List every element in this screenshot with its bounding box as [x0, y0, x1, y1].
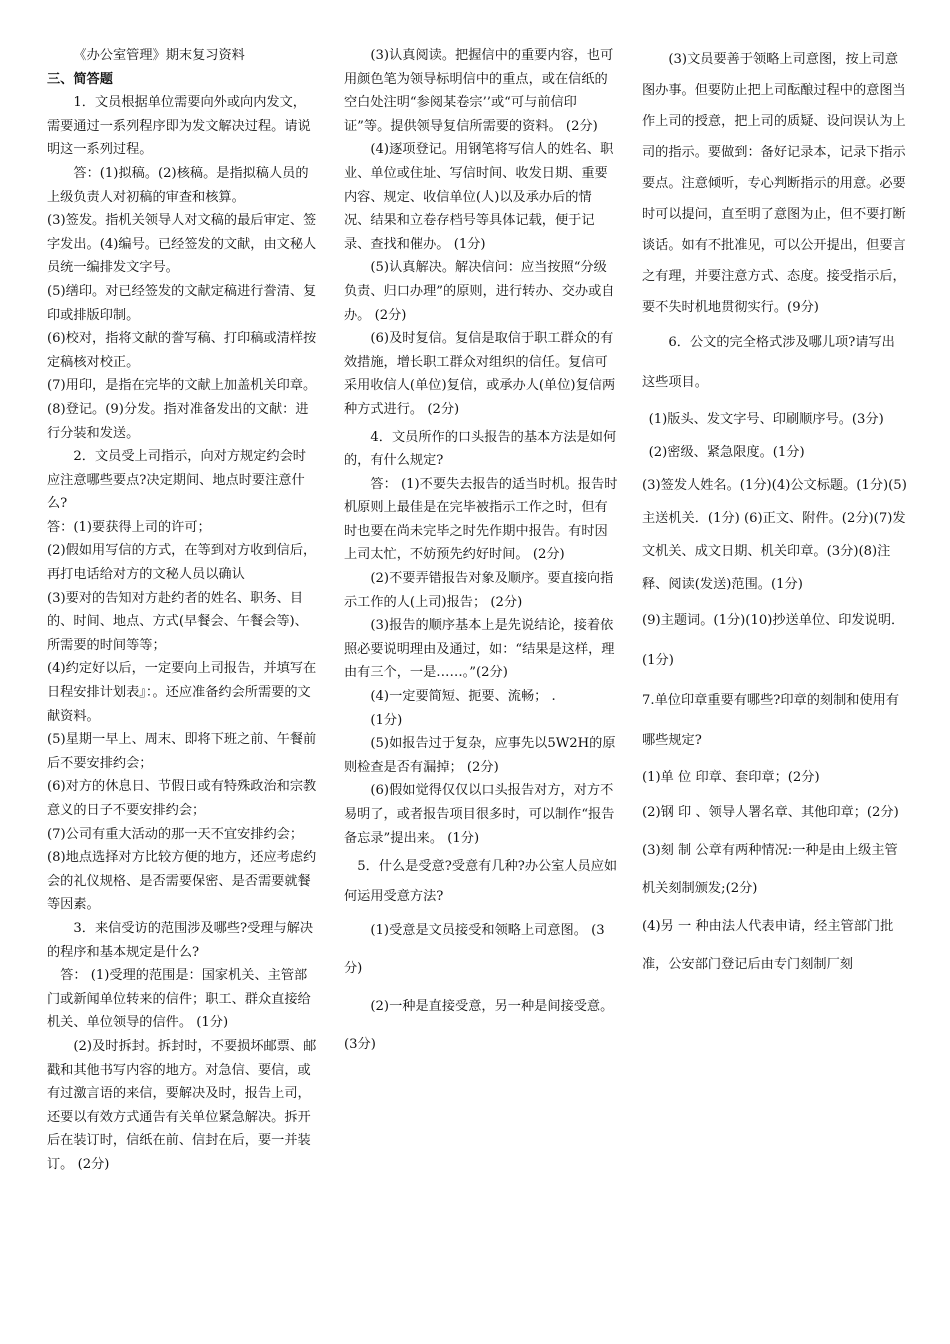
question-5: 5．什么是受意?受意有几种?办公室人员应如何运用受意方法?: [344, 859, 618, 905]
answer-paragraph: (3)文员要善于领略上司意图，按上司意图办事。但要防止把上司酝酿过程中的意图当作上司的授意，把上司的质疑、设问误认为上司的指示。要做到：备好记录本，记录下指示要点。注意倾听，专心判断指示的用意。必要时可以提问，直至明了意图为止，但不要打断谈话。如有不批准见，可以公开提出，但要言之有理，并要注意方式、态度。接受指示后，要不失时机地贯彻实行。(9分): [642, 52, 906, 315]
answer-paragraph: 答： (1)不要失去报告的适当时机。报告时机原则上最佳是在完毕被指示工作之时，但有时也要在尚未完毕之时先作期中报告。有时因上司太忙，不妨预先约好时间。 (2分): [344, 476, 618, 563]
answer-paragraph: (3)认真阅读。把握信中的重要内容，也可用颜色笔为领导标明信中的重点，或在信纸的空白处注明“参阅某卷宗’’或“可与前信印证”等。提供领导复信所需要的资料。 (2分): [344, 48, 614, 134]
answer-paragraph: 答： (1)受理的范围是：国家机关、主管部门或新闻单位转来的信件；职工、群众直接给机关、单位领导的信件。 (1分): [47, 968, 311, 1031]
column-left: [47, 44, 317, 1177]
question-7: 7.单位印章重要有哪些?印章的刻制和使用有哪些规定?: [642, 693, 900, 748]
answer-paragraph: (7)公司有重大活动的那一天不宜安排约会；: [47, 826, 304, 842]
answer-paragraph: (3)要对的告知对方赴约者的姓名、职务、目的、时间、地点、方式(早餐会、午餐会等)、所需要的时间等等；: [47, 590, 308, 653]
answer-paragraph: (1)版头、发文字号、印刷顺序号。(3分): [648, 412, 884, 427]
answer-paragraph: (2)密级、紧急限度。(1分): [648, 445, 805, 460]
answer-paragraph: 答：(1)拟稿。(2)核稿。是指拟稿人员的上级负责人对初稿的审查和核算。: [47, 165, 309, 205]
column-middle: [344, 44, 618, 1064]
answer-paragraph: (7)用印，是指在完毕的文献上加盖机关印章。: [47, 378, 317, 394]
answer-paragraph: (2)一种是直接受意，另一种是间接受意。(3分): [344, 999, 614, 1053]
answer-paragraph: (4)另 一 种由法人代表申请，经主管部门批准，公安部门登记后由专门刻制厂刻: [642, 919, 894, 972]
answer-paragraph: (4)约定好以后，一定要向上司报告，并填写在日程安排计划表』：。还应准备约会所需要的文献资料。: [47, 661, 317, 724]
answer-paragraph: (6)对方的休息日、节假日或有特殊政治和宗教意义的日子不要安排约会；: [47, 779, 317, 818]
answer-paragraph: (6)校对，指将文献的誊写稿、打印稿或清样按定稿核对校正。: [47, 331, 317, 370]
answer-paragraph: (5)星期一早上、周末、即将下班之前、午餐前后不要安排约会；: [47, 732, 317, 771]
answer-paragraph: (3)报告的顺序基本上是先说结论，接着依照必要说明理由及通过，如：“结果是这样，理由有三个，一是……。”(2分): [344, 618, 615, 681]
column-right: [642, 44, 908, 984]
answer-paragraph: (3)签发人姓名。(1分)(4)公文标题。(1分)(5)主送机关．(1分) (6)正文、附件。(2分)(7)发文机关、成文日期、机关印章。(3分)(8)注释、阅读(发送)范围。(1分): [642, 478, 907, 592]
answer-paragraph: (6)及时复信。复信是取信于职工群众的有效措施，增长职工群众对组织的信任。复信可采用收信人(单位)复信，或承办人(单位)复信两种方式进行。 (2分): [344, 331, 616, 417]
question-1: 1．文员根据单位需要向外或向内发文，需要通过一系列程序即为发文解决过程。请说明这一系列过程。: [47, 95, 311, 158]
answer-paragraph: (2)及时拆封。拆封时，不要损坏邮票、邮戳和其他书写内容的地方。对急信、要信，或有过激言语的来信，要解决及时，报告上司，还要以有效方式通告有关单位紧急解决。拆开后在装订时，信纸在前、信封在后，要一并装订。 (2分): [47, 1038, 317, 1172]
question-6: 6．公文的完全格式涉及哪儿项?请写出这些项目。: [642, 335, 895, 390]
answer-paragraph: (2)钢 印 、领导人署名章、其他印章；(2分): [642, 805, 899, 820]
answer-paragraph: (2)假如用写信的方式，在等到对方收到信后，再打电话给对方的文秘人员以确认: [47, 543, 317, 583]
doc-title: 《办公室管理》期末复习资料: [73, 48, 245, 63]
answer-paragraph: (2)不要弄错报告对象及顺序。要直接向指示工作的人(上司)报告； (2分): [344, 571, 614, 610]
answer-paragraph: 答：(1)要获得上司的许可；: [47, 519, 211, 535]
question-4: 4．文员所作的口头报告的基本方法是如何的，有什么规定?: [344, 429, 617, 469]
answer-paragraph: (1)单 位 印章、套印章；(2分): [642, 770, 820, 785]
answer-paragraph: (1)受意是文员接受和领略上司意图。 (3分): [344, 923, 605, 977]
answer-paragraph: (1分): [370, 712, 403, 728]
answer-paragraph: (5)如报告过于复杂，应事先以5W2H的原则检查是否有漏掉； (2分): [344, 736, 616, 775]
answer-paragraph: (8)地点选择对方比较方便的地方，还应考虑约会的礼仪规格、是否需要保密、是否需要就餐等因素。: [47, 850, 317, 913]
question-3: 3．来信受访的范围涉及哪些?受理与解决的程序和基本规定是什么?: [47, 920, 314, 960]
question-2: 2．文员受上司指示，向对方规定约会时应注意哪些要点?决定期间、地点时要注意什么?: [47, 449, 306, 512]
section-heading: 三、简答题: [47, 71, 113, 87]
answer-paragraph: (4)一定要简短、扼要、流畅； .: [370, 689, 556, 705]
answer-paragraph: (5)认真解决。解决信问：应当按照“分级负责、归口办理”的原则，进行转办、交办或自办。 (2分): [344, 260, 615, 323]
answer-paragraph: (5)缮印。对已经签发的文献定稿进行誊清、复印或排版印制。: [47, 283, 317, 323]
answer-paragraph: (3)刻 制 公章有两种情况:一种是由上级主管机关刻制颁发;(2分): [642, 843, 898, 896]
answer-paragraph: (8)登记。(9)分发。指对准备发出的文献：进行分装和发送。: [47, 401, 309, 441]
answer-paragraph: (9)主题词。(1分)(10)抄送单位、印发说明．(1分): [642, 613, 905, 668]
answer-paragraph: (4)逐项登记。用钢笔将写信人的姓名、职业、单位或住址、写信时间、收发日期、重要内容、规定、收信单位(人)以及承办后的情况、结果和立卷存档号等具体记载，便于记录、查找和催办。 (1分): [344, 142, 614, 252]
answer-paragraph: (6)假如觉得仅仅以口头报告对方，对方不易明了，或者报告项目很多时，可以制作“报告备忘录”提出来。 (1分): [344, 783, 615, 846]
answer-paragraph: (3)签发。指机关领导人对文稿的最后审定、签字发出。(4)编号。已经签发的文献，由文秘人员统一编排发文字号。: [47, 213, 317, 276]
